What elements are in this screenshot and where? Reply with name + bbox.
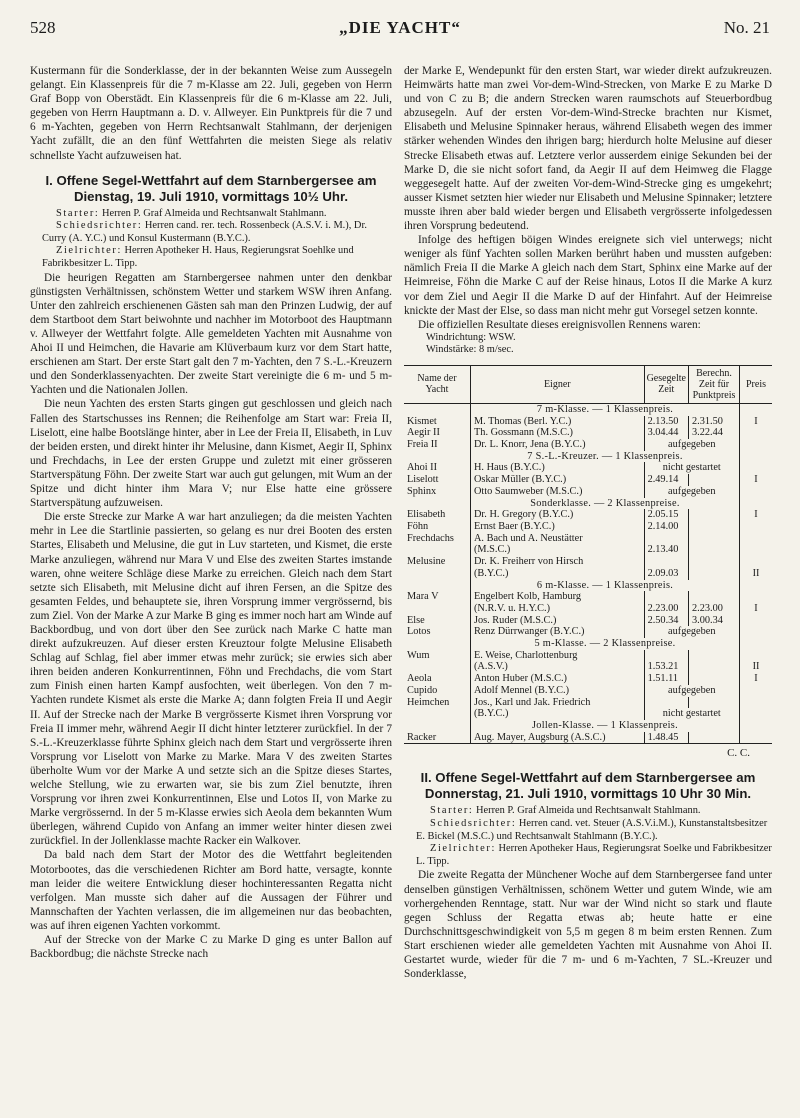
col-header-time: Gesegelte Zeit <box>644 365 688 403</box>
sailed-time: 2.13.50 <box>644 416 688 428</box>
status-text: aufgegeben <box>644 626 739 638</box>
race-1-starter <box>30 208 392 221</box>
table-row <box>404 474 772 486</box>
class-row-yacht-cell <box>404 580 471 592</box>
class-label: 7 S.-L.-Kreuzer. — 1 Klassenpreis. <box>471 451 740 463</box>
right-column <box>404 64 772 981</box>
calculated-time: 2.23.00 <box>689 603 740 615</box>
class-row-yacht-cell <box>404 498 471 510</box>
prize <box>740 685 773 697</box>
sailed-time: 3.04.44 <box>644 427 688 439</box>
prize <box>740 486 773 498</box>
table-row <box>404 533 772 545</box>
owner-name: (B.Y.C.) <box>471 568 645 580</box>
table-row <box>404 427 772 439</box>
class-label: 7 m-Klasse. — 1 Klassenpreis. <box>471 403 740 415</box>
yacht-name: Föhn <box>407 521 429 532</box>
class-row-prize-cell <box>740 720 773 732</box>
owner-name: Adolf Mennel (B.Y.C.) <box>471 685 645 697</box>
yacht-name: Wum <box>407 649 430 661</box>
class-row-yacht-cell <box>404 403 471 415</box>
table-row <box>404 603 772 615</box>
journal-title: „DIE YACHT“ <box>339 18 461 37</box>
paragraph: Die zweite Regatta der Münchener Woche auf dem Starnbergersee fand unter denselben günstigen Verhältnissen, schönem Wetter und gutem Winde, wie am vorhergehenden Renntage, statt. Nur war der Wind nicht so stark und flaute gegen Schluss der Regatta etwas ab; heute hatte er eine Durchschnittsgeschwindigkeit von 5,5 m gegen 8 m beim ersten Rennen. Zum Start erschienen wieder alle gemeldeten Yachten mit Ausnahme von Ahoi II. Gestartet wurde, wieder für die 7 m- und 6 m-Yachten, 7 SL.-Kreuzer und Sonderklasse, <box>404 869 772 981</box>
status-text: nicht gestartet <box>644 708 739 720</box>
table-row <box>404 556 772 568</box>
signature: C. C. <box>727 747 750 760</box>
sailed-time: 2.23.00 <box>644 603 688 615</box>
prize <box>740 697 773 709</box>
col-header-yacht: Name der Yacht <box>404 365 471 403</box>
intro-paragraph: Kustermann für die Sonderklasse, der in der bekannten Weise zum Aussegeln gelangt. Ein Klassenpreis für die 7 m-Klasse am 22. Juli, gegeben von Herrn Graf Bopp von Oberstädt. Ein Klassenpreis für die 6 m-Klasse am 22. Juli, gegeben von Herrn Hauptmann a. D. v. Allweyer. Ein Punktpreis für die 7 und 6 m-Yachten, gegeben von Herrn Rechtsanwalt Stahlmann, der derjenigen Yacht zufällt, die an den fünf Wettfahrten die meisten Siege als relativ schnellste Yacht aufzuweisen hat. <box>30 65 392 162</box>
yacht-name: Lotos <box>407 626 431 638</box>
finish-label: Zielrichter: <box>430 843 496 855</box>
owner-name: Renz Dürrwanger (B.Y.C.) <box>471 626 645 638</box>
results-body <box>404 403 772 743</box>
table-row <box>404 626 772 638</box>
judges-text: Herren cand. vet. Steuer (A.S.V.i.M.), Kunstanstaltsbesitzer E. Bickel (M.S.C.) und Rechtsanwalt Stahlmann (B.Y.C.). <box>416 818 768 842</box>
owner-name: A. Bach und A. Neustätter <box>471 533 645 545</box>
calculated-time <box>689 591 740 603</box>
class-header-row <box>404 580 772 592</box>
sailed-time: 2.05.15 <box>644 509 688 521</box>
class-label: Sonderklasse. — 2 Klassenpreise. <box>471 498 740 510</box>
owner-name: M. Thomas (Berl. Y.C.) <box>471 416 645 428</box>
table-row <box>404 661 772 673</box>
prize <box>740 439 773 451</box>
calculated-time <box>689 673 740 685</box>
table-row <box>404 568 772 580</box>
status-text: aufgegeben <box>644 486 739 498</box>
owner-name: Dr. L. Knorr, Jena (B.Y.C.) <box>471 439 645 451</box>
results-table <box>404 365 772 744</box>
prize <box>740 427 773 439</box>
calculated-time <box>689 533 740 545</box>
starter-label: Starter: <box>56 207 100 219</box>
judges-text: Herren cand. rer. tech. Rossenbeck (A.S.V. i. M.), Dr. Curry (A. Y.C.) und Konsul Kustermann (B.Y.C.). <box>42 220 367 244</box>
sailed-time <box>644 556 688 568</box>
issue-number: No. 21 <box>723 18 770 37</box>
prize: I <box>740 509 773 521</box>
prize <box>740 591 773 603</box>
prize <box>740 732 773 744</box>
sailed-time <box>644 697 688 709</box>
yacht-name: Else <box>407 614 425 626</box>
class-header-row <box>404 498 772 510</box>
yacht-name: Liselott <box>407 474 439 486</box>
calculated-time <box>689 544 740 556</box>
sailed-time: 2.49.14 <box>644 474 688 486</box>
prize: I <box>740 416 773 428</box>
prize: II <box>740 568 773 580</box>
race-2-heading: II. Offene Segel-Wettfahrt auf dem Starnbergersee am Donnerstag, 21. Juli 1910, vormittags 10 Uhr 30 Min. <box>420 770 756 802</box>
owner-name: H. Haus (B.Y.C.) <box>471 462 645 474</box>
sailed-time: 2.14.00 <box>644 521 688 533</box>
yacht-name: Ahoi II <box>407 462 438 474</box>
prize <box>740 521 773 533</box>
calculated-time: 3.00.34 <box>689 615 740 627</box>
prize <box>740 556 773 568</box>
class-row-prize-cell <box>740 451 773 463</box>
calculated-time <box>689 509 740 521</box>
table-row <box>404 615 772 627</box>
calculated-time <box>689 661 740 673</box>
yacht-name: Kismet <box>407 415 437 427</box>
yacht-name <box>404 568 471 580</box>
paragraph: Die offiziellen Resultate dieses ereignisvollen Rennens waren: <box>418 318 701 331</box>
yacht-name: Cupido <box>407 684 438 696</box>
owner-name: Oskar Müller (B.Y.C.) <box>471 474 645 486</box>
class-row-prize-cell <box>740 403 773 415</box>
status-text: aufgegeben <box>644 439 739 451</box>
race-2-finish-judges <box>404 843 772 868</box>
judges-label: Schiedsrichter: <box>430 818 517 830</box>
paragraph: Da bald nach dem Start der Motor des die Wettfahrt begleitenden Motorbootes, das die verschiedenen Richter am Bord hatte, versagte, konnte man leider die weitere Entwicklung dieser hochinteressanten Regatta nicht verfolgen. Man musste sich daher auf die Aussagen der Führer und Mannschaften der Yachten verlassen, die im allgemeinen nur das beobachten, was auf ihren eigenen Yachten vorkommt. <box>30 849 392 932</box>
calculated-time <box>689 568 740 580</box>
finish-text: Herren Apotheker Haus, Regierungsrat Soelke und Fabrikbesitzer L. Tipp. <box>416 843 772 867</box>
calculated-time <box>689 732 740 744</box>
race-1-heading: I. Offene Segel-Wettfahrt auf dem Starnbergersee am Dienstag, 19. Juli 1910, vormittags 10½ Uhr. <box>45 172 377 204</box>
race-2-judges <box>404 818 772 843</box>
table-row <box>404 685 772 697</box>
class-label: 5 m-Klasse. — 2 Klassenpreise. <box>471 638 740 650</box>
prize <box>740 650 773 662</box>
owner-name: Jos. Ruder (M.S.C.) <box>471 615 645 627</box>
paragraph: Auf der Strecke von der Marke C zu Marke D ging es unter Ballon auf Backbordbug; die nächste Strecke nach <box>30 934 392 961</box>
page-header <box>30 18 770 44</box>
yacht-name: Sphinx <box>407 485 437 497</box>
table-row <box>404 544 772 556</box>
yacht-name <box>404 708 471 720</box>
status-text: aufgegeben <box>644 685 739 697</box>
status-text: nicht gestartet <box>644 462 739 474</box>
race-1-finish-judges <box>30 245 392 270</box>
sailed-time <box>644 591 688 603</box>
prize <box>740 533 773 545</box>
paragraph: Die neun Yachten des ersten Starts gingen gut geschlossen und gleich nach Fallen des Startschusses ins Rennen; die Reihenfolge am Start war: Freia II, Liselott, eine halbe Bootslänge hinter, aber in Lee der Freia II, Elisabeth, in Luv der beiden ersten, und direkt hinter ihr Melusine, dann Kismet, Aegir II, Sphinx und Frechdachs, in Lee der ersten Gruppe und zuletzt mit einer grösseren Startverspätung Föhn. Der zweite Start war auch gut gelungen, mit Wum an der Spitze und dicht hinter ihm Mara V; nur Else hatte eine grössere Startverspätung aufzuweisen. <box>30 398 392 510</box>
yacht-name: Frechdachs <box>407 532 454 544</box>
prize <box>740 462 773 474</box>
prize: I <box>740 673 773 685</box>
race-2-starter <box>404 805 772 818</box>
owner-name: E. Weise, Charlottenburg <box>471 650 645 662</box>
table-row <box>404 591 772 603</box>
prize <box>740 626 773 638</box>
owner-name: (M.S.C.) <box>471 544 645 556</box>
prize <box>740 708 773 720</box>
owner-name: (B.Y.C.) <box>471 708 645 720</box>
sailed-time: 2.50.34 <box>644 615 688 627</box>
class-header-row <box>404 638 772 650</box>
left-column <box>30 64 392 961</box>
sailed-time <box>644 650 688 662</box>
table-row <box>404 462 772 474</box>
table-row <box>404 650 772 662</box>
sailed-time <box>644 533 688 545</box>
yacht-name: Aeola <box>407 673 432 685</box>
owner-name: Th. Gossmann (M.S.C.) <box>471 427 645 439</box>
yacht-name <box>404 661 471 673</box>
sailed-time: 1.53.21 <box>644 661 688 673</box>
yacht-name <box>404 544 471 556</box>
class-header-row <box>404 451 772 463</box>
sailed-time: 1.48.45 <box>644 732 688 744</box>
class-label: Jollen-Klasse. — 1 Klassenpreis. <box>471 720 740 732</box>
paragraph: Infolge des heftigen böigen Windes ereignete sich viel unterwegs; nicht weniger als fünf Yachten sollen Marken berührt haben und mussten aufgeben: nämlich Freia II die Marke A gleich nach dem Start, Sphinx eine Marke auf der Heimreise, Föhn die Marke C auf der Reise hinaus, Lotos II die Marke A kurz vor dem Ziel und Aegir II die Marke D auf der Hinfahrt. Auf der Heimreise knickte der Mast der Else, so dass man nicht mehr gut Vorsegel setzen konnte. <box>404 234 772 317</box>
yacht-name: Mara V <box>407 591 439 603</box>
wind-strength: Windstärke: 8 m/sec. <box>426 344 514 356</box>
owner-name: Dr. K. Freiherr von Hirsch <box>471 556 645 568</box>
yacht-name: Heimchen <box>407 696 450 708</box>
judges-label: Schiedsrichter: <box>56 220 143 232</box>
class-header-row <box>404 403 772 415</box>
class-row-prize-cell <box>740 580 773 592</box>
calculated-time: 3.22.44 <box>689 427 740 439</box>
calculated-time <box>689 650 740 662</box>
prize: I <box>740 603 773 615</box>
col-header-prize: Preis <box>740 365 773 403</box>
yacht-name: Aegir II <box>407 427 440 439</box>
calculated-time <box>689 474 740 486</box>
owner-name: Dr. H. Gregory (B.Y.C.) <box>471 509 645 521</box>
starter-text: Herren P. Graf Almeida und Rechtsanwalt Stahlmann. <box>99 207 327 219</box>
table-row <box>404 697 772 709</box>
class-row-prize-cell <box>740 638 773 650</box>
prize: I <box>740 474 773 486</box>
owner-name: Aug. Mayer, Augsburg (A.S.C.) <box>471 732 645 744</box>
owner-name: Anton Huber (M.S.C.) <box>471 673 645 685</box>
owner-name: Ernst Baer (B.Y.C.) <box>471 521 645 533</box>
table-row <box>404 486 772 498</box>
table-row <box>404 732 772 744</box>
table-row <box>404 521 772 533</box>
class-header-row <box>404 720 772 732</box>
calculated-time <box>689 521 740 533</box>
yacht-name: Racker <box>407 731 437 743</box>
class-row-yacht-cell <box>404 451 471 463</box>
calculated-time <box>689 697 740 709</box>
prize <box>740 615 773 627</box>
race-1-judges <box>30 220 392 245</box>
table-row <box>404 673 772 685</box>
calculated-time <box>689 556 740 568</box>
table-row <box>404 439 772 451</box>
table-row <box>404 708 772 720</box>
sailed-time: 2.13.40 <box>644 544 688 556</box>
page-number: 528 <box>30 18 56 37</box>
paragraph: der Marke E, Wendepunkt für den ersten Start, war wieder direkt aufzukreuzen. Heimwärts hatte man zwei Vor-dem-Wind-Strecken, von Marke E zu Marke D und von C zu B; die andern Strecken waren raumschots auf Steuerbordbug abzusegeln. Auf der ersten Vor-dem-Wind-Strecke brachten nur Kismet, Elisabeth und Melusine Spinnaker heraus, während Elisabeth wegen des immer stärker wehenden Windes den ihrigen barg; hierdurch holte Melusine auf dieser Strecke Elisabeth etwas auf. Letztere verlor ausserdem einige Sekunden bei der Marke D, die sie nicht sofort fand, da Aegir II auf dem Heimweg die Flagge weggesegelt hatte. Auf der zweiten Vor-dem-Wind-Strecke ging es umgekehrt; ausser Kismet setzten hier wieder nur Elisabeth und Melusine Spinnaker; letztere musste ihren aber bald wieder bergen und Elisabeth vergrösserte infolgedessen ihren Vorsprung bedeutend. <box>404 65 772 233</box>
col-header-calc: Berechn. Zeit für Punktpreis <box>689 365 740 403</box>
finish-text: Herren Apotheker H. Haus, Regierungsrat Soehlke und Fabrikbesitzer L. Tipp. <box>42 245 354 270</box>
starter-text: Herren P. Graf Almeida und Rechtsanwalt Stahlmann. <box>473 805 701 817</box>
owner-name: Jos., Karl und Jak. Friedrich <box>471 697 645 709</box>
yacht-name <box>404 603 471 615</box>
yacht-name: Melusine <box>407 556 446 568</box>
owner-name: (N.R.V. u. H.Y.C.) <box>471 603 645 615</box>
paragraph: Die heurigen Regatten am Starnbergersee nahmen unter den denkbar günstigsten Verhältnissen, schönstem Wetter und starkem WSW ihren Anfang. Unter den zahlreich erschienenen Gästen sah man den Prinzen Ludwig, der auf dem Startboot dem Start beiwohnte und nachher im Motorboot des Hauptmann v. Allweyer der Wettfahrt folgte. Alle gemeldeten Yachten mit Ausnahme von Ahoi II und Heimchen, die Havarie am Klüverbaum kurz vor dem Start hatte, erschienen am Start. Der erste Start galt den 7 m-Yachten, den 7 S.-L.-Kreuzern und den Sonderklassenyachten. Der zweite Start vereinigte die 6 m- und 5 m-Yachten und die Nationalen Jollen. <box>30 271 392 397</box>
finish-label: Zielrichter: <box>56 245 122 257</box>
yacht-name: Elisabeth <box>407 509 446 521</box>
class-row-yacht-cell <box>404 638 471 650</box>
results-header-row <box>404 365 772 403</box>
yacht-name: Freia II <box>407 439 438 451</box>
calculated-time: 2.31.50 <box>689 416 740 428</box>
owner-name: (A.S.V.) <box>471 661 645 673</box>
table-row <box>404 509 772 521</box>
prize: II <box>740 661 773 673</box>
paragraph: Die erste Strecke zur Marke A war hart anzuliegen; da die meisten Yachten mehr in Lee die Startlinie passierten, so gelang es nur drei Booten des ersten Startes, Elisabeth und Melusine, die gut in Luv starteten, und Kismet, die erste Marke anzuliegen, während nur Mara V und Else des zweiten Startes imstande waren, ohne weitere Schläge diese Marke zu erreichen. Gleich nach dem Start setzte sich Elisabeth, mit Melusine dicht auf ihren Fersen, an die Spitze des gesamten Feldes, und behauptete sie, ihren Vorsprung immer vergrössernd, bis zum Ziel. Von der Marke A zur Marke B ging es immer noch hart am Winde auf Backbordbug, und von dort über den See zurück nach Marke C hatte man direkt aufzukreuzen. Auf dieser ersten Kreuztour folgte Melusine Elisabeth Schlag auf Schlag, fiel aber immer etwas mehr zurück; sie erwies sich aber ihren beiden anderen Konkurrentinnen, Föhn und Frechdachs, die vom Start zum Finish einen harten Kampf ausfochten, weit überlegen. Von den 7 m-Yachten rundete Kismet als erste die Marke A; dann folgten Freia II und Aegir II. Auf der Strecke nach der Marke B vergrösserte Kismet ihren Vorsprung vor Freia II immer mehr, während Aegir II dicht hinter letzterer zurückfiel. In der 7 S.-L.-Kreuzerklasse führte Sphinx gleich nach dem Start und vergrösserte ihren Vorsprung vor Liselott von Marke zu Marke. Mara V des zweiten Startes überholte Wum vor der Marke A und setzte sich an die Spitze dieses Startes, welche Stellung, wie zu erwarten war, sie bis zum Ziel benutzte, ihren Vorsprung vor ihren zwei Konkurrentinnen, Else und Lotos II, von Marke zu Marke vergrössernd. In der 5 m-Klasse erwies sich Aeola dem bekannten Wum überlegen, während Cupido von Anfang an immer weiter hinter diesen zwei zurückfiel. In der Jollenklasse machte Racker ein Walkover. <box>30 511 392 848</box>
owner-name: Engelbert Kolb, Hamburg <box>471 591 645 603</box>
table-row <box>404 416 772 428</box>
sailed-time: 1.51.11 <box>644 673 688 685</box>
starter-label: Starter: <box>430 805 474 817</box>
owner-name: Otto Saumweber (M.S.C.) <box>471 486 645 498</box>
class-row-prize-cell <box>740 498 773 510</box>
wind-direction: Windrichtung: WSW. <box>426 331 516 343</box>
class-row-yacht-cell <box>404 720 471 732</box>
sailed-time: 2.09.03 <box>644 568 688 580</box>
class-label: 6 m-Klasse. — 1 Klassenpreis. <box>471 580 740 592</box>
prize <box>740 544 773 556</box>
col-header-owner: Eigner <box>471 365 645 403</box>
